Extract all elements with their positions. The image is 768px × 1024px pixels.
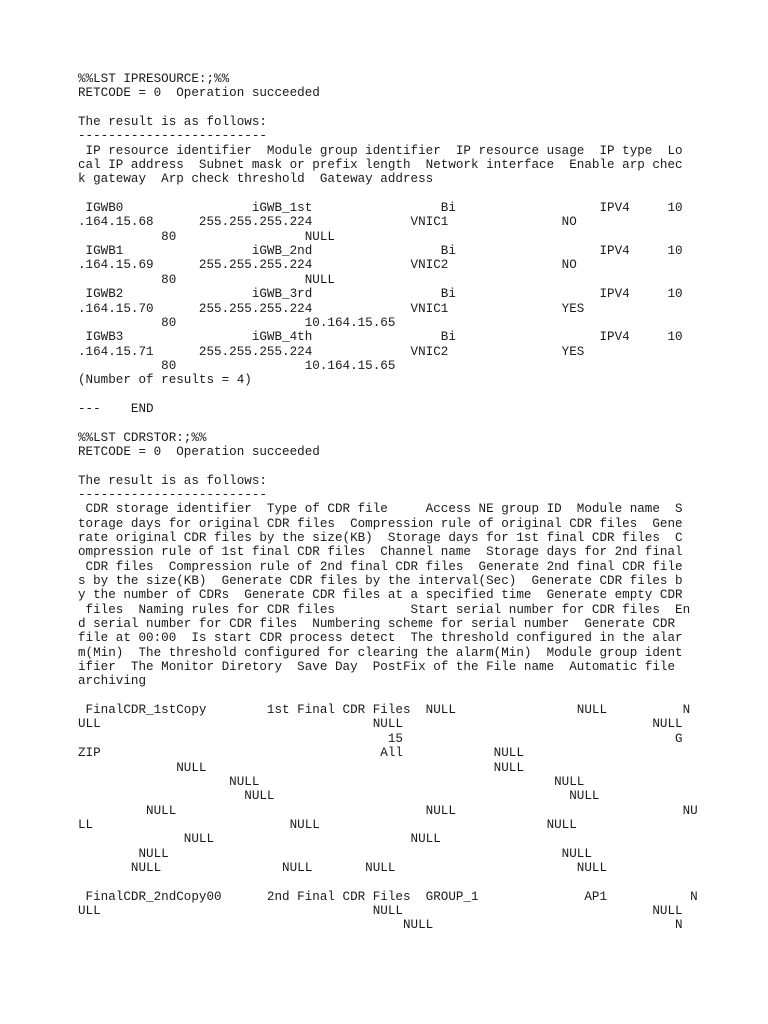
text-line: rate original CDR files by the size(KB) Storage days for 1st final CDR files C	[78, 531, 683, 545]
text-line: ULL NULL NULL	[78, 903, 683, 918]
text-line: NULL NULL	[78, 846, 592, 861]
text-line: NULL NULL NULL NULL	[78, 860, 608, 875]
text-line: -------------------------	[78, 129, 267, 144]
text-line: CDR files Compression rule of 2nd final CDR files Generate 2nd final CDR file	[78, 559, 683, 574]
text-line: 80 NULL	[78, 272, 335, 287]
text-line: 80 10.164.15.65	[78, 358, 396, 373]
text-line: NULL NULL	[78, 760, 524, 775]
text-line: .164.15.68 255.255.255.224 VNIC1 NO	[78, 215, 577, 230]
text-line: .164.15.71 255.255.255.224 VNIC2 YES	[78, 344, 585, 359]
text-line: -------------------------	[78, 487, 267, 502]
text-line: 15 G	[78, 731, 683, 746]
text-line: NULL NULL	[78, 789, 600, 804]
text-line: s by the size(KB) Generate CDR files by the interval(Sec) Generate CDR files b	[78, 574, 683, 589]
text-line: 80 NULL	[78, 229, 335, 244]
text-line: file at 00:00 Is start CDR process detect The threshold configured in the alar	[78, 631, 683, 646]
text-line: ifier The Monitor Diretory Save Day PostFix of the File name Automatic file	[78, 660, 676, 675]
text-line: ULL NULL NULL	[78, 717, 683, 732]
text-line: %%LST IPRESOURCE:;%%	[78, 72, 230, 86]
text-line: %%LST CDRSTOR:;%%	[78, 430, 207, 445]
text-line: RETCODE = 0 Operation succeeded	[78, 86, 320, 101]
text-line: NULL NULL NU	[78, 803, 698, 818]
text-line: The result is as follows:	[78, 115, 267, 130]
text-line: 80 10.164.15.65	[78, 315, 396, 330]
text-line: y the number of CDRs Generate CDR files at a specified time Generate empty CDR	[78, 588, 683, 603]
text-line: d serial number for CDR files Numbering scheme for serial number Generate CDR	[78, 617, 676, 632]
text-line: torage days for original CDR files Compression rule of original CDR files Gene	[78, 516, 683, 531]
text-line: NULL NULL	[78, 774, 585, 789]
text-line: --- END	[78, 401, 154, 416]
text-line: .164.15.69 255.255.255.224 VNIC2 NO	[78, 258, 577, 273]
text-line: NULL NULL	[78, 832, 441, 847]
text-line: files Naming rules for CDR files Start serial number for CDR files En	[78, 602, 691, 617]
text-line: LL NULL NULL	[78, 817, 577, 832]
text-line: .164.15.70 255.255.255.224 VNIC1 YES	[78, 301, 585, 316]
text-line: RETCODE = 0 Operation succeeded	[78, 444, 320, 459]
text-line: (Number of results = 4)	[78, 373, 252, 388]
text-line: archiving	[78, 674, 147, 689]
text-line: cal IP address Subnet mask or prefix length Network interface Enable arp chec	[78, 158, 683, 173]
text-line: CDR storage identifier Type of CDR file Access NE group ID Module name S	[78, 502, 683, 517]
text-line: The result is as follows:	[78, 473, 267, 488]
text-line: m(Min) The threshold configured for clearing the alarm(Min) Module group ident	[78, 645, 683, 660]
command-output-text	[78, 72, 698, 933]
text-line: IGWB3 iGWB_4th Bi IPV4 10	[78, 330, 683, 345]
text-line: ompression rule of 1st final CDR files Channel name Storage days for 2nd final	[78, 545, 683, 560]
text-line: NULL N	[78, 918, 683, 933]
text-line: IGWB1 iGWB_2nd Bi IPV4 10	[78, 244, 683, 259]
text-line: IGWB0 iGWB_1st Bi IPV4 10	[78, 201, 683, 216]
text-line: k gateway Arp check threshold Gateway address	[78, 172, 434, 187]
text-line: FinalCDR_2ndCopy00 2nd Final CDR Files GROUP_1 AP1 N	[78, 889, 698, 904]
text-line: ZIP All NULL	[78, 746, 524, 761]
text-line: FinalCDR_1stCopy 1st Final CDR Files NULL NULL N	[78, 703, 691, 718]
text-line: IP resource identifier Module group identifier IP resource usage IP type Lo	[78, 143, 683, 158]
text-line: IGWB2 iGWB_3rd Bi IPV4 10	[78, 287, 683, 302]
